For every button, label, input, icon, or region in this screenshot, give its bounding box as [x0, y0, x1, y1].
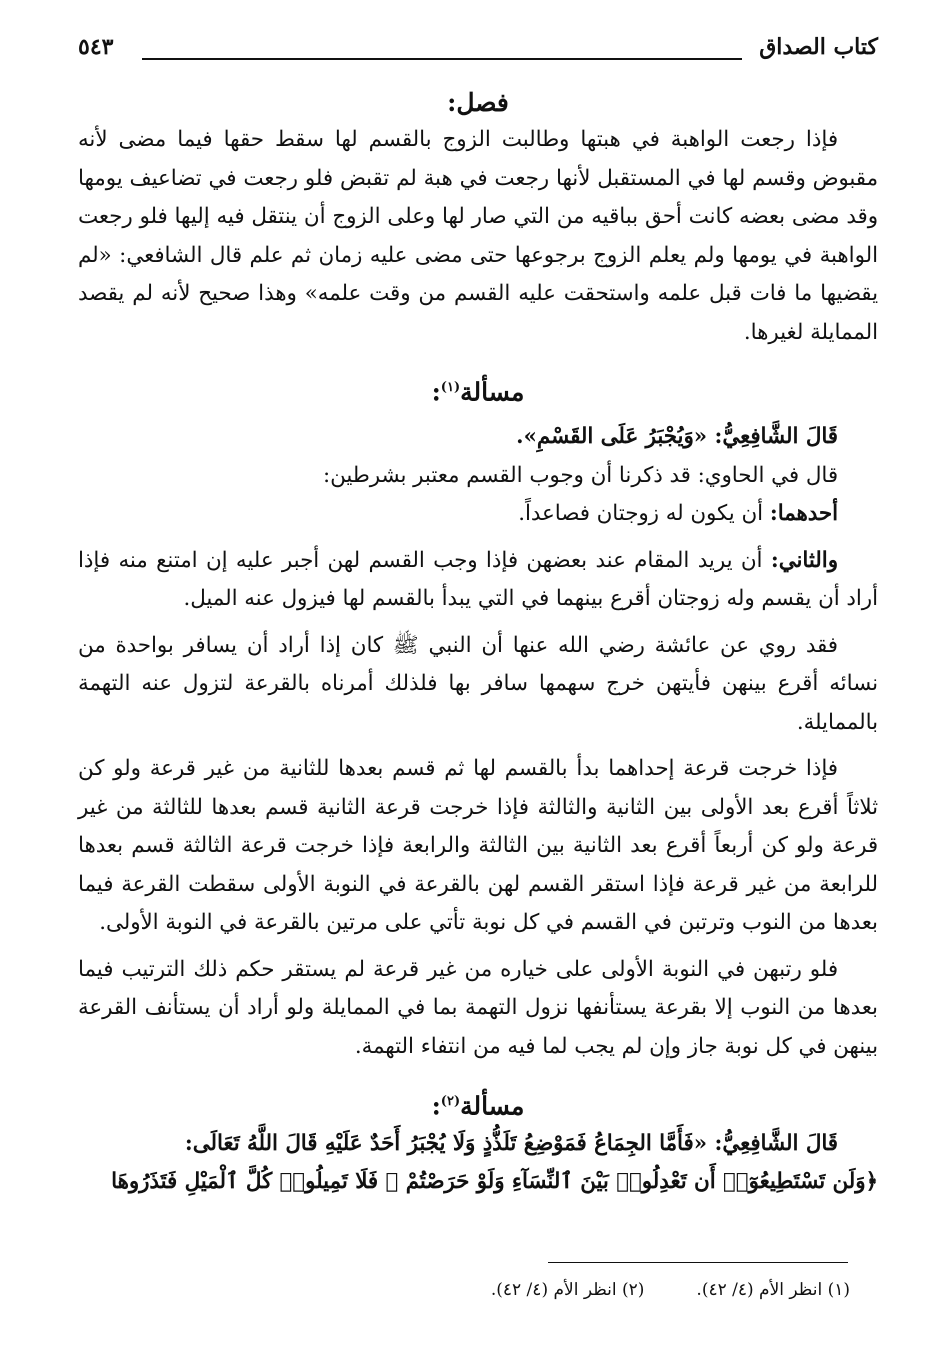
footnote-ref: (٢)	[440, 1094, 461, 1110]
paragraph	[78, 542, 878, 619]
section-heading-masala-1	[78, 370, 878, 410]
paragraph-text: أن يريد المقام عند بعضهن فإذا وجب القسم لهن أجبر عليه إن امتنع منه فإذا أراد أن يقسم وله زوجتان أقرع بينهما في التي يبدأ بالقسم لها فيزول عنه الميل.	[78, 547, 878, 612]
page-number: ٥٤٣	[78, 34, 114, 60]
quote-label: قَالَ الشَّافِعِيُّ:	[714, 424, 838, 450]
paragraph	[78, 495, 878, 534]
paragraph: فقد روي عن عائشة رضي الله عنها أن النبي ﷺ كان إذا أراد أن يسافر بواحدة من نسائه أقرع بينهن فأيتهن خرج سهمها سافر بها فلذلك أمرناه بالقرعة لتزول عنه التهمة بالممايلة.	[78, 632, 878, 735]
quote-text: «فَأَمَّا الجِمَاعُ فَمَوْضِعُ تَلَذُّذٍ وَلَا يُجْبَرُ أَحَدٌ عَلَيْهِ قَالَ اللَّهُ تَعَالَى:	[184, 1130, 708, 1156]
quote-text: «وَيُجْبَرُ عَلَى القَسْمِ».	[516, 424, 708, 450]
heading-text: مسألة	[460, 377, 525, 407]
paragraph: فإذا رجعت الواهبة في هبتها وطالبت الزوج بالقسم لها سقط حقها فيما مضى لأنه مقبوض وقسم لها في المستقبل لأنها رجعت في هبة لم تقبض فلو رجعت في تضاعيف يومها وقد مضى بعضه كانت أحق بباقيه من التي صار لها وعلى الزوج أن ينتقل فيه إليها فلو رجعت الواهبة في يومها ولم يعلم الزوج برجوعها حتى مضى عليه زمان ثم علم قال الشافعي: «لم يقضيها ما فات قبل علمه واستحقت عليه القسم من وقت علمه» وهذا صحيح لأنه لم يقصد الممايلة لغيرها.	[78, 127, 878, 345]
shafii-quote	[78, 418, 878, 457]
footnotes	[250, 1280, 850, 1300]
paragraph: قال في الحاوي: قد ذكرنا أن وجوب القسم معتبر بشرطين:	[322, 462, 838, 488]
heading-colon: :	[431, 1091, 441, 1121]
shafii-quote	[78, 1125, 878, 1164]
quote-label: قَالَ الشَّافِعِيُّ:	[714, 1130, 838, 1156]
footnote-rule	[548, 1262, 848, 1263]
paragraph: فلو رتبهن في النوبة الأولى على خياره من غير قرعة لم يستقر حكم ذلك الترتيب فيما بعدها من النوب إلا بقرعة يستأنفها نزول التهمة بما في الممايلة ولو أراد أن يستأنف القرعة بينهن في كل نوبة جاز وإن لم يجب لما فيه من انتفاء التهمة.	[78, 956, 878, 1059]
quran-verse: ﴿وَلَن تَسْتَطِيعُوٓا۟ أَن تَعْدِلُوا۟ بَيْنَ ٱلنِّسَآءِ وَلَوْ حَرَصْتُمْ ۖ فَلَا تَمِيلُوا۟ كُلَّ ٱلْمَيْلِ فَتَذَرُوهَا	[111, 1169, 878, 1195]
heading-text: مسألة	[460, 1091, 525, 1121]
heading-colon: :	[431, 377, 441, 407]
page-header	[78, 34, 878, 74]
main-content	[78, 85, 878, 1202]
footnote-2: (٢) انظر الأم (٤/ ٤٢).	[490, 1280, 645, 1300]
paragraph: فإذا خرجت قرعة إحداهما بدأ بالقسم لها ثم قسم بعدها للثانية من غير قرعة ولو كن ثلاثاً أقرع بعد الأولى بين الثانية والثالثة فإذا خرجت قرعة الثانية قسم بعدها للثالثة من غير قرعة ولو كن أربعاً أقرع بعد الثانية بين الثالثة والرابعة فإذا خرجت قرعة الثالثة قسم بعدها للرابعة من غير قرعة فإذا استقر القسم لهن بالقرعة في النوبة الأولى سقطت القرعة فيما بعدها من النوب وترتبن في القسم في كل نوبة تأتي على مرتين بالقرعة في النوبة الأولى.	[78, 756, 878, 936]
book-title: كتاب الصداق	[759, 34, 878, 60]
paragraph-text: أن يكون له زوجتان فصاعداً.	[518, 501, 764, 527]
section-heading-fasl: فصل:	[447, 88, 509, 117]
paragraph-label: والثاني:	[770, 547, 838, 573]
section-heading-masala-2	[78, 1084, 878, 1124]
header-rule	[142, 58, 742, 60]
footnote-1: (١) انظر الأم (٤/ ٤٢).	[696, 1280, 850, 1300]
footnote-ref: (١)	[440, 380, 461, 395]
paragraph-label: أحدهما:	[769, 501, 838, 527]
